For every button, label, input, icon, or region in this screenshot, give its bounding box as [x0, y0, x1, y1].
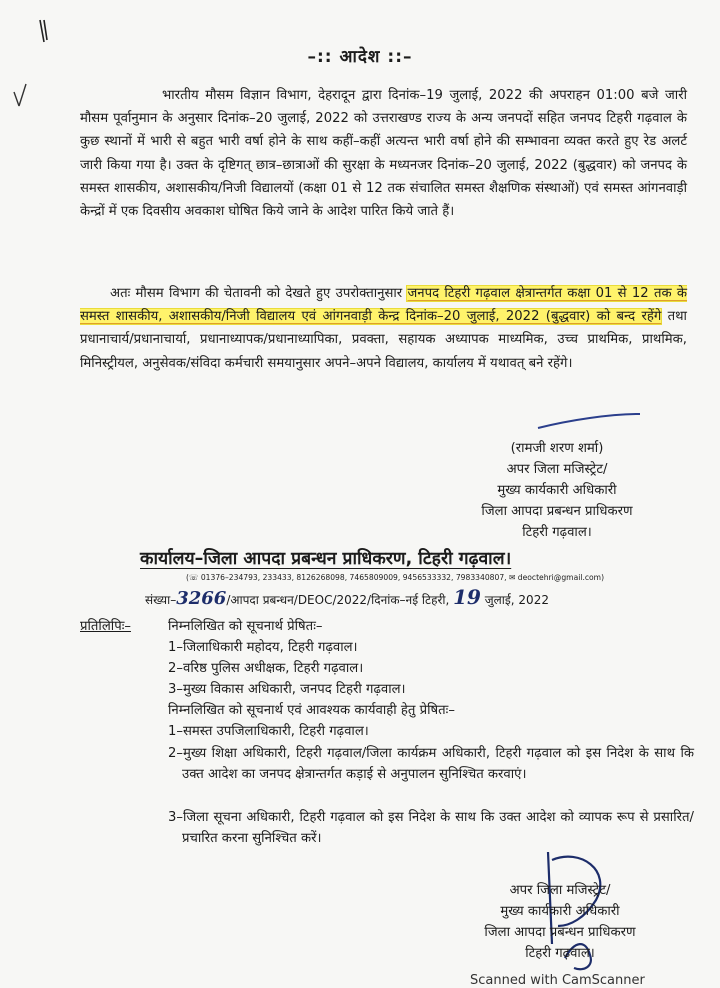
contact-details: (☏ 01376–234793, 233433, 8126268098, 7465809009, 9456533332, 7983340807, ✉ deoctehri@gmail.com) [185, 573, 605, 582]
signature-block-1 [442, 438, 672, 543]
paragraph-2-intro: अतः मौसम विभाग की चेतावनी को देखते हुए उपरोक्तानुसार [110, 286, 408, 301]
office-heading: कार्यालय–जिला आपदा प्रबन्धन प्राधिकरण, टिहरी गढ़वाल। [140, 549, 512, 569]
action-list-item: 3–जिला सूचना अधिकारी, टिहरी गढ़वाल को इस निदेश के साथ कि उक्त आदेश को व्यापक रूप से प्रसारित/प्रचारित करना सुनिश्चित करें। [168, 810, 694, 846]
copy-intro-1: निम्नलिखित को सूचनार्थ प्रेषितः– [168, 619, 323, 634]
signatory-designation-1: अपर जिला मजिस्ट्रेट/ [509, 883, 611, 898]
order-paragraph-1: भारतीय मौसम विज्ञान विभाग, देहरादून द्वारा दिनांक–19 जुलाई, 2022 की अपराहन 01:00 बजे जारी मौसम पूर्वानुमान के अनुसार दिनांक–20 जुलाई, 2022 को उत्तराखण्ड राज्य के अन्य जनपदों सहित जनपद टिहरी गढ़वाल के कुछ स्थानों में भारी से बहुत भारी वर्षा होने के साथ कहीं–कहीं अत्यन्त भारी वर्षा होने की सम्भावना व्यक्त करते हुए रेड अलर्ट जारी किया गया है। उक्त के दृष्टिगत् छात्र–छात्राओं की सुरक्षा के मध्यनजर दिनांक–20 जुलाई, 2022 (बुद्धवार) को जनपद के समस्त शासकीय, अशासकीय/निजी विद्यालयों (कक्षा 01 से 12 तक संचालित समस्त शैक्षणिक संस्थाओं) एवं समस्त आंगनवाड़ी केन्द्रों में एक दिवसीय अवकाश घोषित किये जाने के आदेश पारित किये जाते हैं। [80, 88, 687, 220]
reference-line [145, 585, 549, 609]
copy-list-item: 1–जिलाधिकारी महोदय, टिहरी गढ़वाल। [168, 640, 358, 655]
signatory-designation-3: जिला आपदा प्रबन्धन प्राधिकरण [481, 504, 633, 519]
reference-number: 3266 [176, 588, 227, 609]
signature-stroke [538, 414, 640, 428]
action-list-item: 1–समस्त उपजिलाधिकारी, टिहरी गढ़वाल। [168, 724, 369, 739]
copy-list-item: 3–मुख्य विकास अधिकारी, जनपद टिहरी गढ़वाल। [168, 682, 406, 697]
reference-suffix: जुलाई, 2022 [480, 593, 549, 607]
scanner-watermark: Scanned with CamScanner [470, 973, 645, 988]
copy-intro-2: निम्नलिखित को सूचनार्थ एवं आवश्यक कार्यवाही हेतु प्रेषितः– [168, 703, 455, 718]
order-paragraph-2 [80, 282, 687, 375]
reference-day: 19 [453, 585, 481, 609]
reference-middle: /आपदा प्रबन्धन/DEOC/2022/दिनांक–नई टिहरी, [226, 593, 454, 607]
highlighted-closure-notice: जनपद टिहरी गढ़वाल क्षेत्रान्तर्गत कक्षा 01 से 12 तक के समस्त शासकीय, अशासकीय/निजी विद्यालय एवं आंगनवाड़ी केन्द्र दिनांक–20 जुलाई, 2022 (बुद्धवार) को बन्द रहेंगे [80, 286, 688, 325]
margin-tick-mark [40, 20, 47, 42]
signature-block-2 [450, 880, 670, 964]
copy-list-item: 2–वरिष्ठ पुलिस अधीक्षक, टिहरी गढ़वाल। [168, 661, 364, 676]
margin-check-mark [14, 84, 26, 106]
paragraph-2-rest: तथा प्रधानाचार्य/प्रधानाचार्या, प्रधानाध्यापक/प्रधानाध्यापिका, प्रवक्ता, सहायक अध्यापक माध्यमिक, उच्च प्राथमिक, प्राथमिक, मिनिस्ट्रीयल, अनुसेवक/संविदा कर्मचारी समयानुसार अपने–अपने विद्यालय, कार्यालय में यथावत् बने रहेंगे। [80, 309, 687, 371]
signatory-name: (रामजी शरण शर्मा) [510, 441, 604, 456]
signatory-location: टिहरी गढ़वाल। [525, 946, 595, 961]
reference-prefix: संख्या– [145, 593, 177, 607]
copy-label: प्रतिलिपिः– [80, 619, 131, 634]
action-list-item: 2–मुख्य शिक्षा अधिकारी, टिहरी गढ़वाल/जिला कार्यक्रम अधिकारी, टिहरी गढ़वाल को इस निदेश के साथ कि उक्त आदेश का जनपद क्षेत्रान्तर्गत कड़ाई से अनुपालन सुनिश्चित करवाएं। [168, 746, 694, 782]
signatory-designation-2: मुख्य कार्यकारी अधिकारी [497, 483, 617, 498]
signatory-designation-2: मुख्य कार्यकारी अधिकारी [500, 904, 620, 919]
signatory-designation-1: अपर जिला मजिस्ट्रेट/ [506, 462, 608, 477]
signatory-location: टिहरी गढ़वाल। [522, 525, 592, 540]
signatory-designation-3: जिला आपदा प्रबन्धन प्राधिकरण [484, 925, 636, 940]
order-title: –:: आदेश ::– [307, 47, 413, 67]
